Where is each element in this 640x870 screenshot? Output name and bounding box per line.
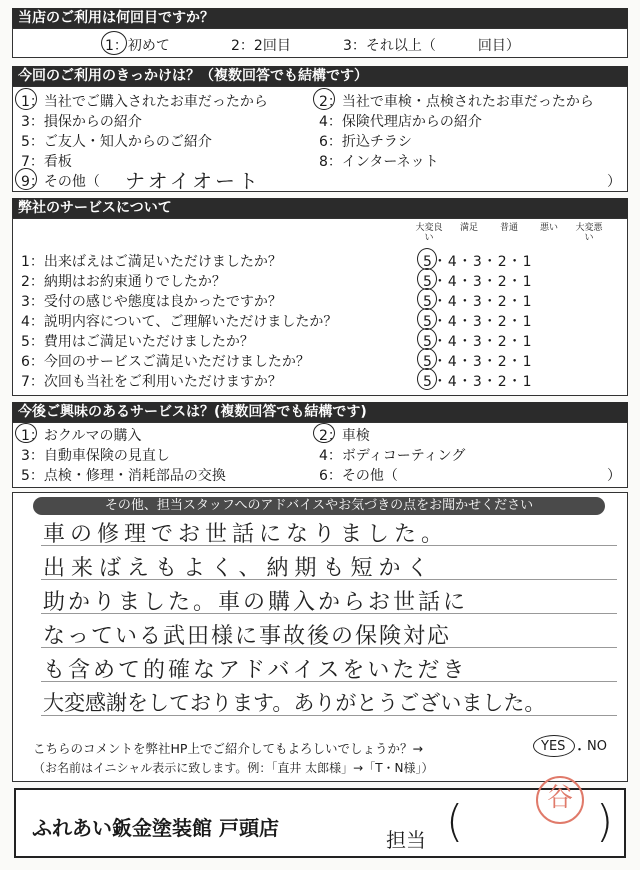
q1-option-1[interactable]: 1：初めて (105, 38, 170, 54)
q2-option-6[interactable]: 6：折込チラシ (319, 134, 412, 150)
comment-line-4[interactable]: なっている武田様に事故後の保険対応 (43, 624, 452, 649)
q1-box (12, 28, 628, 58)
q2-circle-2 (313, 88, 335, 110)
q4-option-4[interactable]: 4：ボディコーティング (319, 448, 466, 464)
q3-circle-2 (417, 268, 437, 290)
q3-title: 弊社のサービスについて (12, 198, 628, 218)
q4-title: 今後ご興味のあるサービスは？(複数回答でも結構です) (12, 402, 628, 422)
q2-option-2[interactable]: 2：当社で車検・点検されたお車だったから (319, 94, 594, 110)
q2-option-7[interactable]: 7：看板 (21, 154, 72, 170)
scale-label-satisfied: 満足 (459, 223, 478, 233)
q3-circle-4 (417, 308, 437, 330)
scale-label-bad: 悪い (539, 223, 558, 233)
q1-title: 当店のご利用は何回目ですか？ (12, 8, 628, 28)
q3-rating-6[interactable]: 5・4・3・2・1 (423, 354, 533, 370)
q4-option-5[interactable]: 5：点検・修理・消耗部品の交換 (21, 468, 226, 484)
consent-note: （お名前はイニシャル表示に致します。例：「直井 太郎様」→「T・N様」） (33, 761, 434, 775)
q3-circle-7 (417, 368, 437, 390)
scale-label-normal: 普通 (499, 223, 518, 233)
q3-circle-6 (417, 348, 437, 370)
q4-option-1[interactable]: 1：おクルマの購入 (21, 428, 142, 444)
shop-name: ふれあい鈑金塗装館 戸頭店 (32, 816, 279, 840)
q3-circle-5 (417, 328, 437, 350)
q3-box (12, 218, 628, 396)
comment-line-1[interactable]: 車の修理でお世話になりました。 (43, 522, 449, 547)
comment-line-6[interactable]: 大変感謝をしております。ありがとうございました。 (43, 691, 546, 715)
q3-rating-1[interactable]: 5・4・3・2・1 (423, 254, 533, 270)
q3-question-2: 2：納期はお約束通りでしたか？ (21, 274, 226, 290)
q1-selected-circle (101, 31, 127, 55)
q3-question-4: 4：説明内容について、ご理解いただけましたか？ (21, 314, 338, 330)
q3-rating-3[interactable]: 5・4・3・2・1 (423, 294, 533, 310)
q1-option-3[interactable]: 3：それ以上（ 回目） (343, 38, 520, 54)
scale-label-very-good: 大変良い (415, 223, 443, 243)
footer-box (14, 788, 626, 858)
q3-rating-2[interactable]: 5・4・3・2・1 (423, 274, 533, 290)
q2-circle-9 (15, 168, 37, 190)
comment-line-5[interactable]: も含めて的確なアドバイスをいただき (43, 658, 468, 683)
q2-close-paren: ） (607, 174, 621, 190)
q3-question-6: 6：今回のサービスご満足いただけましたか？ (21, 354, 310, 370)
consent-no[interactable]: NO (587, 739, 607, 754)
staff-seal-char: 谷 (546, 783, 573, 813)
q4-box (12, 422, 628, 488)
consent-yes-circle (533, 735, 575, 757)
q4-option-2[interactable]: 2：車検 (319, 428, 370, 444)
q3-question-1: 1：出来ばえはご満足いただけましたか？ (21, 254, 282, 270)
q4-option-6[interactable]: 6：その他（ (319, 468, 398, 484)
q4-circle-2 (313, 423, 335, 443)
staff-seal-stamp (536, 776, 584, 824)
q3-question-7: 7：次回も当社をご利用いただけますか？ (21, 374, 282, 390)
q4-option-3[interactable]: 3：自動車保険の見直し (21, 448, 170, 464)
q2-option-5[interactable]: 5：ご友人・知人からのご紹介 (21, 134, 212, 150)
q2-option-4[interactable]: 4：保険代理店からの紹介 (319, 114, 482, 130)
q4-close-paren: ） (607, 468, 621, 484)
q4-circle-1 (15, 423, 37, 443)
q3-circle-3 (417, 288, 437, 310)
q3-rating-5[interactable]: 5・4・3・2・1 (423, 334, 533, 350)
q2-title: 今回のご利用のきっかけは？（複数回答でも結構です） (12, 66, 628, 86)
comment-line-3[interactable]: 助かりました。車の購入からお世話に (43, 590, 469, 615)
q3-circle-1 (417, 248, 437, 270)
q2-option-8[interactable]: 8：インターネット (319, 154, 439, 170)
scale-label-very-bad: 大変悪い (575, 223, 603, 243)
q2-circle-1 (15, 88, 37, 110)
q3-rating-4[interactable]: 5・4・3・2・1 (423, 314, 533, 330)
q2-option-9[interactable]: 9：その他（ (21, 174, 100, 190)
q3-question-5: 5：費用はご満足いただけましたか？ (21, 334, 254, 350)
staff-open-paren: ( (446, 796, 464, 847)
consent-question: こちらのコメントを弊社HP上でご紹介してもよろしいでしょうか？→ (33, 741, 423, 756)
q2-box (12, 86, 628, 192)
q2-other-answer[interactable]: ナオイオート (125, 169, 261, 193)
consent-yes[interactable]: YES (541, 739, 566, 754)
q2-option-1[interactable]: 1：当社でご購入されたお車だったから (21, 94, 268, 110)
q2-option-3[interactable]: 3：損保からの紹介 (21, 114, 142, 130)
q5-title: その他、担当スタッフへのアドバイスやお気づきの点をお聞かせください (33, 497, 605, 515)
q3-question-3: 3：受付の感じや態度は良かったですか？ (21, 294, 282, 310)
q3-rating-7[interactable]: 5・4・3・2・1 (423, 374, 533, 390)
staff-label: 担当 (386, 828, 426, 852)
q5-box (12, 492, 628, 782)
comment-line-2[interactable]: 出来ばえもよく、納期も短かく (43, 556, 435, 581)
consent-sep: ・ (573, 743, 587, 758)
staff-close-paren: ) (596, 796, 614, 847)
q1-option-2[interactable]: 2：2回目 (231, 38, 291, 54)
